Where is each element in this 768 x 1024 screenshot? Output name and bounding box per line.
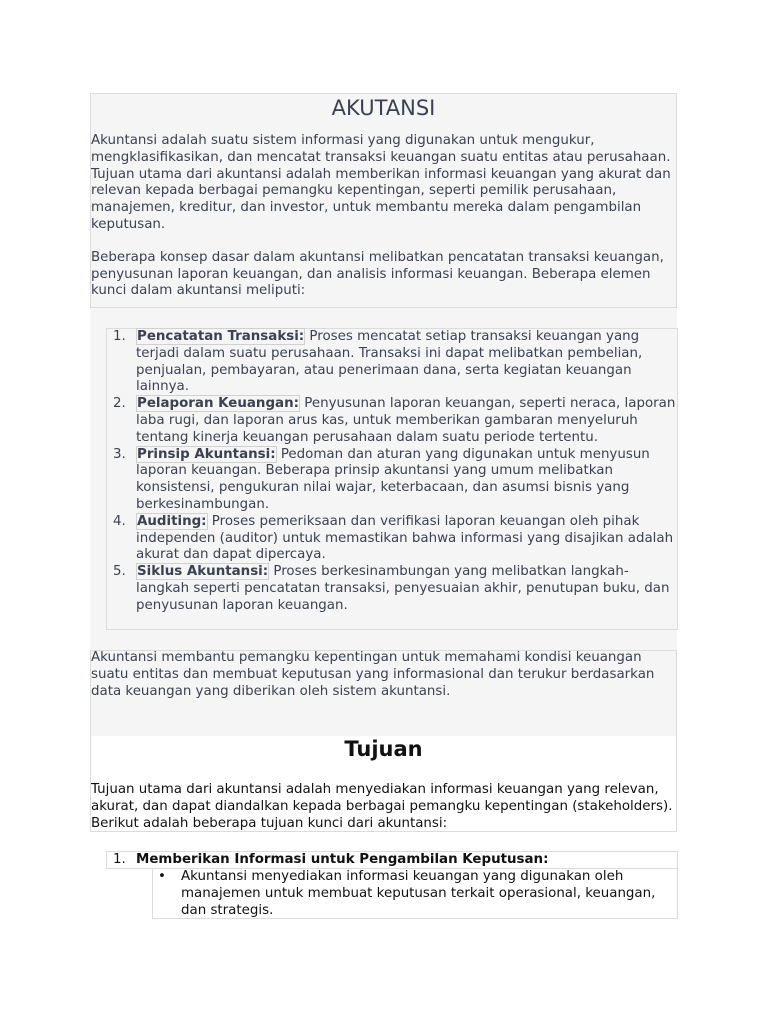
list-item bbox=[107, 514, 677, 564]
goal-item bbox=[107, 852, 677, 869]
list-item bbox=[107, 396, 677, 446]
list-text: Proses mencatat setiap transaksi keuangan yang terjadi dalam suatu perusahaan. Transaksi ini dapat melibatkan pembelian, penjualan, pembayaran, atau penerimaan dana, serta kegiatan keuangan lainnya. bbox=[136, 329, 643, 395]
list-item bbox=[107, 564, 677, 614]
goal-bullets bbox=[152, 869, 678, 919]
list-number: 3. bbox=[113, 446, 126, 462]
list-item bbox=[107, 329, 677, 396]
list-item bbox=[107, 447, 677, 514]
list-number: 1. bbox=[113, 329, 126, 344]
summary-paragraph: Akuntansi membantu pemangku kepentingan untuk memahami kondisi keuangan suatu entitas dan membuat keputusan yang informasional dan terukur berdasarkan data keuangan yang diberikan oleh sistem akuntansi. bbox=[91, 650, 655, 699]
list-text: Proses pemeriksaan dan verifikasi laporan keuangan oleh pihak independen (auditor) untuk memastikan bahwa informasi yang disajikan adalah akurat dan dapat dipercaya. bbox=[136, 513, 674, 563]
goals-section bbox=[90, 735, 677, 832]
bullet-marker: • bbox=[158, 869, 166, 884]
list-text: Proses berkesinambungan yang melibatkan langkah-langkah seperti pencatatan transaksi, penyesuaian akhir, penutupan buku, dan penyusunan laporan keuangan. bbox=[136, 564, 670, 613]
goal-title: Memberikan Informasi untuk Pengambilan Keputusan: bbox=[136, 852, 549, 867]
list-text: Pedoman dan aturan yang digunakan untuk menyusun laporan keuangan. Beberapa prinsip akuntansi yang umum melibatkan konsistensi, pengukuran nilai wajar, keterbacaan, dan asumsi bisnis yang berkesinambungan. bbox=[136, 446, 650, 512]
intro-section bbox=[90, 93, 677, 308]
list-number: 2. bbox=[113, 396, 126, 412]
bullet-text: Akuntansi menyediakan informasi keuangan yang digunakan oleh manajemen untuk membuat keputusan terkait operasional, keuangan, dan strategis. bbox=[181, 869, 656, 918]
key-elements-list bbox=[106, 328, 678, 630]
list-number: 5. bbox=[113, 564, 126, 580]
section-heading: Tujuan bbox=[344, 737, 423, 761]
concepts-paragraph: Beberapa konsep dasar dalam akuntansi melibatkan pencatatan transaksi keuangan, penyusunan laporan keuangan, dan analisis informasi keuangan. Beberapa elemen kunci dalam akuntansi meliputi: bbox=[91, 249, 664, 299]
list-term: Pencatatan Transaksi: bbox=[137, 329, 305, 344]
summary-section bbox=[90, 650, 677, 736]
list-term: Siklus Akuntansi: bbox=[137, 564, 269, 580]
list-term: Prinsip Akuntansi: bbox=[137, 446, 276, 462]
goals-paragraph: Tujuan utama dari akuntansi adalah menyediakan informasi keuangan yang relevan, akurat, dan dapat diandalkan kepada berbagai pemangku kepentingan (stakeholders). Berikut adalah beberapa tujuan kunci dari akuntansi: bbox=[91, 782, 673, 831]
list-number: 4. bbox=[113, 513, 126, 529]
intro-paragraph: Akuntansi adalah suatu sistem informasi yang digunakan untuk mengukur, mengklasifikasikan, dan mencatat transaksi keuangan suatu entitas atau perusahaan. Tujuan utama dari akuntansi adalah memberikan informasi keuangan yang akurat dan relevan kepada berbagai pemangku kepentingan, seperti pemilik perusahaan, manajemen, kreditur, dan investor, untuk membantu mereka dalam pengambilan keputusan. bbox=[91, 133, 671, 232]
list-term: Auditing: bbox=[137, 513, 207, 529]
list-term: Pelaporan Keuangan: bbox=[137, 396, 299, 412]
list-text: Penyusunan laporan keuangan, seperti neraca, laporan laba rugi, dan laporan arus kas, untuk memberikan gambaran menyeluruh tentang kinerja keuangan perusahaan dalam suatu periode tertentu. bbox=[136, 396, 676, 445]
bullet-item bbox=[153, 869, 677, 919]
goals-list bbox=[106, 851, 678, 869]
goal-number: 1. bbox=[113, 852, 126, 867]
page-title: AKUTANSI bbox=[331, 96, 436, 120]
